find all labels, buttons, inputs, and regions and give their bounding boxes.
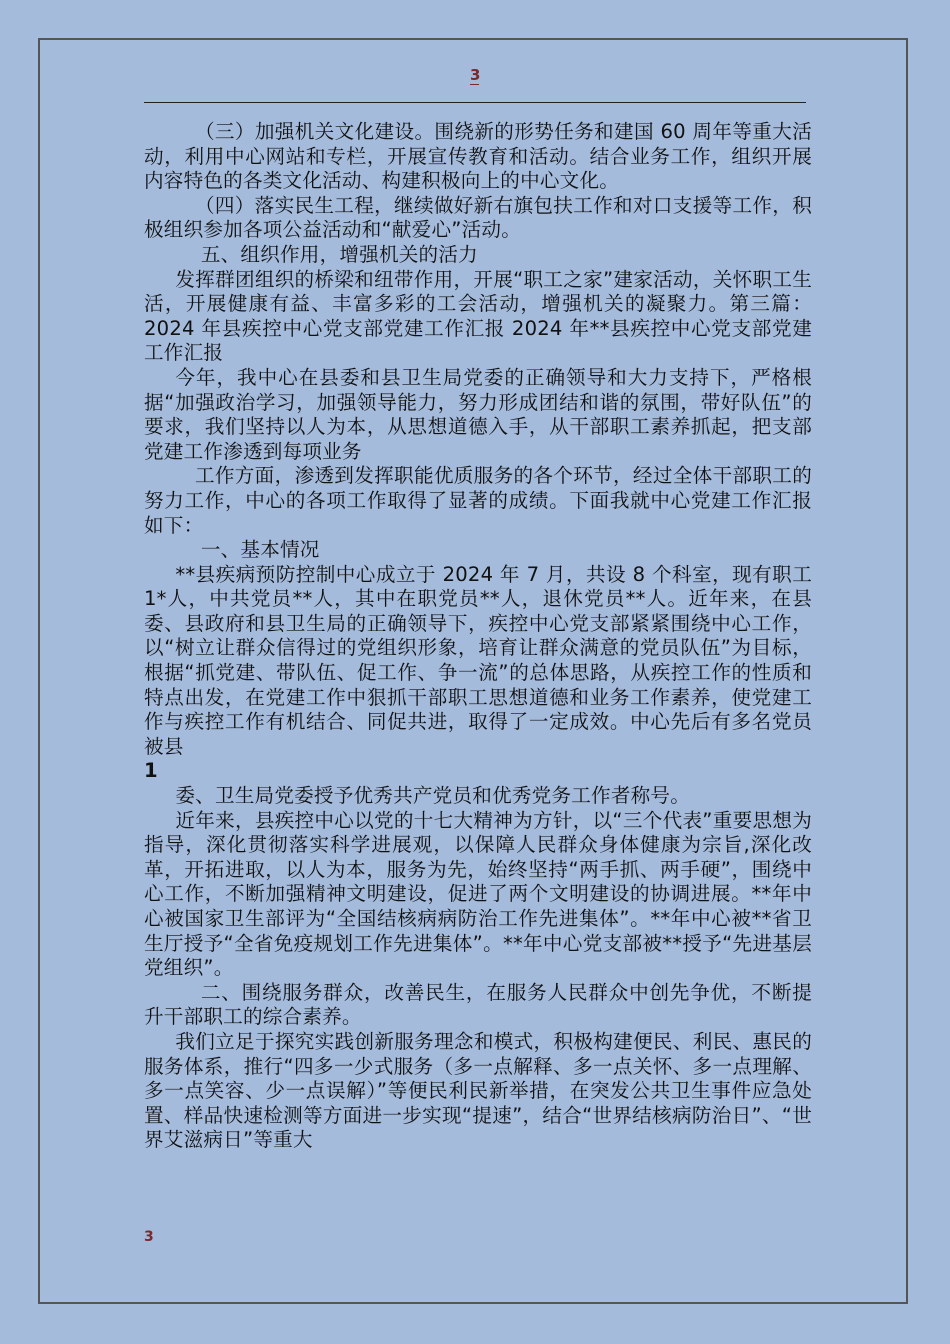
- section-heading: 五、组织作用，增强机关的活力: [200, 242, 478, 266]
- footer-page-number: 3: [144, 1229, 154, 1245]
- paragraph: 委、卫生局党委授予优秀共产党员和优秀党务工作者称号。: [175, 784, 690, 808]
- paragraph: 发挥群团组织的桥梁和纽带作用，开展“职工之家”建家活动，关怀职工生活，开展健康有益、丰富多彩的工会活动，增强机关的凝聚力。第三篇：2024 年县疾控中心党支部党建工作汇报 2024 年**县疾控中心党支部党建工作汇报: [144, 267, 812, 365]
- paragraph: （三）加强机关文化建设。围绕新的形势任务和建国 60 周年等重大活动，利用中心网站和专栏，开展宣传教育和活动。结合业务工作，组织开展内容特色的各类文化活动、构建积极向上的中心文化。: [144, 120, 812, 193]
- paragraph: 近年来，县疾控中心以党的十七大精神为方针，以“三个代表”重要思想为指导，深化贯彻落实科学进展观，以保障人民群众身体健康为宗旨,深化改革，开拓进取，以人为本，服务为先，始终坚持“两手抓、两手硬”，围绕中心工作，不断加强精神文明建设，促进了两个文明建设的协调进展。**年中心被国家卫生部评为“全国结核病病防治工作先进集体”。**年中心被**省卫生厅授予“全省免疫规划工作先进集体”。**年中心党支部被**授予“先进基层党组织”。: [144, 808, 812, 980]
- header-rule: [144, 102, 806, 103]
- section-heading: 一、基本情况: [200, 538, 320, 562]
- paragraph: 今年，我中心在县委和县卫生局党委的正确领导和大力支持下，严格根据“加强政治学习，加强领导能力，努力形成团结和谐的氛围，带好队伍”的要求，我们坚持以人为本，从思想道德入手，从干部职工素养抓起，把支部党建工作渗透到每项业务: [144, 365, 812, 463]
- header-page-number: 3: [470, 66, 481, 84]
- section-heading: 二、围绕服务群众，改善民生，在服务人民群众中创先争优，不断提升干部职工的综合素养。: [144, 980, 812, 1029]
- inline-page-number: 1: [144, 759, 158, 783]
- paragraph: 我们立足于探究实践创新服务理念和模式，积极构建便民、利民、惠民的服务体系，推行“四多一少式服务（多一点解释、多一点关怀、多一点理解、多一点笑容、少一点误解）”等便民利民新举措，在突发公共卫生事件应急处置、样品快速检测等方面进一步实现“提速”，结合“世界结核病防治日”、“世界艾滋病日”等重大: [144, 1029, 812, 1152]
- paragraph: **县疾病预防控制中心成立于 2024 年 7 月，共设 8 个科室，现有职工 1*人，中共党员**人，其中在职党员**人，退休党员**人。近年来，在县委、县政府和县卫生局的正确领导下，疾控中心党支部紧紧围绕中心工作，以“树立让群众信得过的党组织形象，培育让群众满意的党员队伍”为目标，根据“抓党建、带队伍、促工作、争一流”的总体思路，从疾控工作的性质和特点出发，在党建工作中狠抓干部职工思想道德和业务工作素养，使党建工作与疾控工作有机结合、同促共进，取得了一定成效。中心先后有多名党员被县: [144, 562, 812, 758]
- document-body: [144, 120, 812, 1153]
- paragraph: 工作方面，渗透到发挥职能优质服务的各个环节，经过全体干部职工的努力工作，中心的各项工作取得了显著的成绩。下面我就中心党建工作汇报如下：: [144, 464, 812, 537]
- paragraph: （四）落实民生工程，继续做好新右旗包扶工作和对口支援等工作，积极组织参加各项公益活动和“献爱心”活动。: [144, 193, 812, 242]
- header-underline: [470, 84, 479, 85]
